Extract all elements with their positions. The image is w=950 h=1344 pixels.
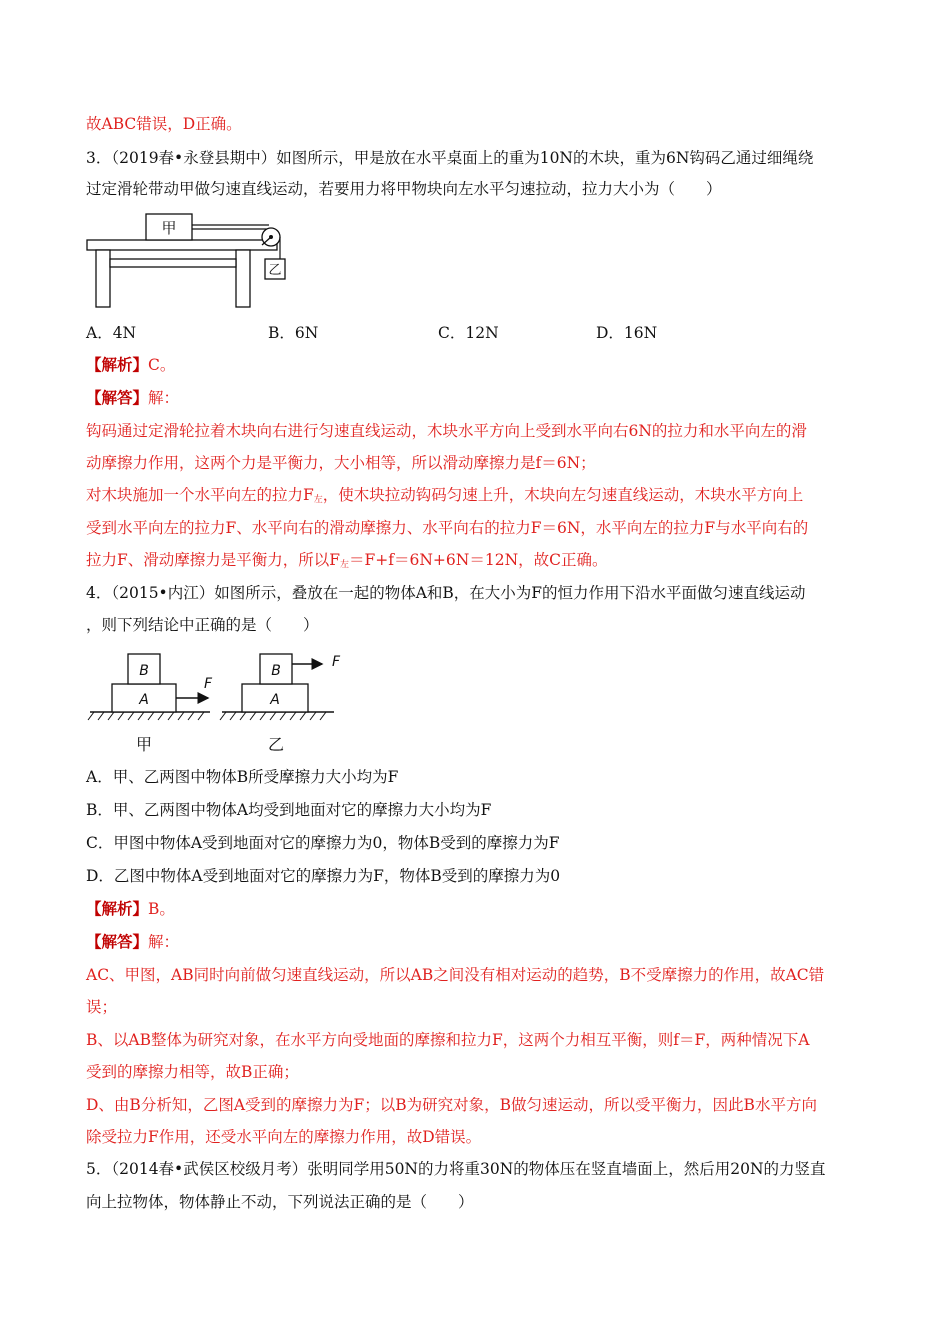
question-5-text-cont: 向上拉物体，物体静止不动，下列说法正确的是（ ） xyxy=(86,1193,474,1211)
analysis-line xyxy=(86,898,866,920)
answer-line: 故ABC错误，D正确。 xyxy=(86,115,242,133)
label-b-right: B xyxy=(271,663,281,679)
explanation-line: B、以AB整体为研究对象，在水平方向受地面的摩擦和拉力F，这两个力相互平衡，则f＝F，两种情况下A xyxy=(86,1031,810,1049)
question-4-text: 4．（2015•内江）如图所示，叠放在一起的物体A和B，在大小为F的恒力作用下沿水平面做匀速直线运动 xyxy=(86,584,806,602)
analysis-line xyxy=(86,354,866,376)
solution-start: 解： xyxy=(148,389,180,407)
analysis-answer: C。 xyxy=(148,356,176,374)
explanation-line: 误； xyxy=(86,998,118,1016)
question-5-text: 5．（2014春•武侯区校级月考）张明同学用50N的力将重30N的物体压在竖直墙面上，然后用20N的力竖直 xyxy=(86,1160,826,1178)
option-c: C．甲图中物体A受到地面对它的摩擦力为0，物体B受到的摩擦力为F xyxy=(86,834,560,852)
solution-start: 解： xyxy=(148,933,180,951)
label-a-left: A xyxy=(139,692,149,708)
table-pulley-figure xyxy=(84,207,294,313)
option-d: D．16N xyxy=(596,324,658,342)
explanation-line: 动摩擦力作用，这两个力是平衡力，大小相等，所以滑动摩擦力是f＝6N； xyxy=(86,454,596,472)
caption-jia: 甲 xyxy=(135,735,153,754)
question-4-text-cont: ，则下列结论中正确的是（ ） xyxy=(86,616,319,634)
solution-line xyxy=(86,387,866,409)
analysis-answer: B。 xyxy=(148,900,175,918)
option-d: D．乙图中物体A受到地面对它的摩擦力为F，物体B受到的摩擦力为0 xyxy=(86,867,561,885)
label-b-left: B xyxy=(139,663,149,679)
analysis-tag: 【解析】 xyxy=(86,355,149,374)
weight-yi-label: 乙 xyxy=(268,263,282,278)
explanation-line: 对木块施加一个水平向左的拉力$F_左$，使木块拉动钩码匀速上升，木块向左匀速直线运动，木块水平方向上 xyxy=(86,486,804,505)
stacked-blocks-figure xyxy=(84,646,344,758)
label-a-right: A xyxy=(270,692,280,708)
caption-yi: 乙 xyxy=(267,735,285,754)
option-a: A．甲、乙两图中物体B所受摩擦力大小均为F xyxy=(86,768,399,786)
explanation-line: 钩码通过定滑轮拉着木块向右进行匀速直线运动，木块水平方向上受到水平向右6N的拉力和水平向左的滑 xyxy=(86,422,807,440)
option-b: B．6N xyxy=(268,324,319,342)
explanation-line: D、由B分析知，乙图A受到的摩擦力为F；以B为研究对象，B做匀速运动，所以受平衡力，因此B水平方向 xyxy=(86,1096,817,1114)
solution-tag: 【解答】 xyxy=(86,932,149,951)
solution-line xyxy=(86,931,866,953)
question-3-text-cont: 过定滑轮带动甲做匀速直线运动，若要用力将甲物块向左水平匀速拉动，拉力大小为（ ） xyxy=(86,180,722,198)
explanation-line: AC、甲图，AB同时向前做匀速直线运动，所以AB之间没有相对运动的趋势，B不受摩擦力的作用，故AC错 xyxy=(86,966,825,984)
explanation-line: 受到水平向左的拉力F、水平向右的滑动摩擦力、水平向右的拉力F＝6N，水平向左的拉力F与水平向右的 xyxy=(86,519,809,537)
option-b: B．甲、乙两图中物体A均受到地面对它的摩擦力大小均为F xyxy=(86,801,492,819)
force-label-left: F xyxy=(203,676,213,692)
force-label-right: F xyxy=(331,654,341,670)
explanation-line: 拉力F、滑动摩擦力是平衡力，所以$F_左=F+f=6N+6N=12N$，故C正确。 xyxy=(86,551,608,570)
explanation-line: 除受拉力F作用，还受水平向左的摩擦力作用，故D错误。 xyxy=(86,1128,482,1146)
question-3-text: 3．（2019春•永登县期中）如图所示，甲是放在水平桌面上的重为10N的木块，重为6N钩码乙通过细绳绕 xyxy=(86,149,814,167)
explanation-line: 受到的摩擦力相等，故B正确； xyxy=(86,1063,299,1081)
analysis-tag: 【解析】 xyxy=(86,899,149,918)
solution-tag: 【解答】 xyxy=(86,388,149,407)
option-a: A．4N xyxy=(86,324,137,342)
option-c: C．12N xyxy=(438,324,499,342)
block-jia-label: 甲 xyxy=(161,219,177,237)
